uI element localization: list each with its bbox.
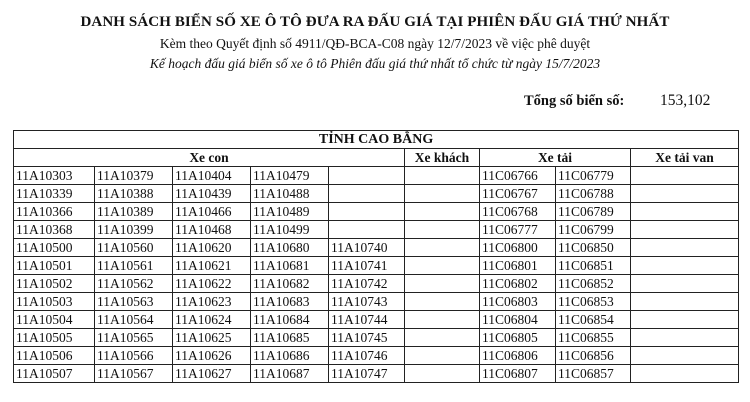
plate-cell [631,293,739,311]
plate-cell: 11A10620 [173,239,251,257]
plate-cell: 11A10742 [329,275,405,293]
plate-cell: 11C06802 [480,275,556,293]
plate-cell: 11A10685 [251,329,329,347]
plate-cell: 11A10439 [173,185,251,203]
plate-cell: 11C06807 [480,365,556,383]
group-xe-tai-van: Xe tải van [631,149,739,167]
table-row [14,347,739,365]
plate-cell [631,221,739,239]
plate-cell: 11C06855 [556,329,631,347]
plate-cell [631,329,739,347]
plate-cell: 11A10388 [95,185,173,203]
plate-cell: 11C06766 [480,167,556,185]
plate-cell: 11A10339 [14,185,95,203]
plate-cell [405,311,480,329]
plate-cell: 11A10366 [14,203,95,221]
plate-cell: 11C06779 [556,167,631,185]
plate-cell: 11A10680 [251,239,329,257]
plate-cell [631,185,739,203]
plate-cell [405,221,480,239]
table-row [14,239,739,257]
plate-cell: 11A10565 [95,329,173,347]
plate-cell [329,167,405,185]
table-row [14,221,739,239]
plate-cell [631,203,739,221]
document-subtitle: Kèm theo Quyết định số 4911/QĐ-BCA-C08 ngày 12/7/2023 về việc phê duyệt [159,36,591,51]
plate-cell: 11C06806 [480,347,556,365]
plate-cell: 11A10404 [173,167,251,185]
plate-cell: 11C06850 [556,239,631,257]
plate-cell [631,347,739,365]
table-row [14,311,739,329]
plate-cell: 11A10389 [95,203,173,221]
plate-cell: 11A10507 [14,365,95,383]
plate-cell: 11A10466 [173,203,251,221]
plate-cell: 11A10740 [329,239,405,257]
table-row [14,275,739,293]
plate-cell [405,329,480,347]
plate-cell: 11A10686 [251,347,329,365]
table-row [14,185,739,203]
plate-cell: 11C06803 [480,293,556,311]
plate-cell: 11A10479 [251,167,329,185]
plate-cell [329,221,405,239]
table-row [14,293,739,311]
plate-cell [405,257,480,275]
plate-cell: 11A10627 [173,365,251,383]
plate-cell: 11C06852 [556,275,631,293]
plate-cell: 11C06801 [480,257,556,275]
plate-cell: 11A10562 [95,275,173,293]
plate-cell: 11A10743 [329,293,405,311]
plate-cell: 11C06788 [556,185,631,203]
plate-cell: 11A10368 [14,221,95,239]
plate-cell: 11A10624 [173,311,251,329]
plate-cell: 11A10379 [95,167,173,185]
plate-cell: 11C06804 [480,311,556,329]
province-name: TỈNH CAO BẰNG [14,131,739,149]
plate-cell: 11C06800 [480,239,556,257]
plate-cell: 11C06805 [480,329,556,347]
plate-cell: 11C06851 [556,257,631,275]
plate-cell: 11A10503 [14,293,95,311]
plate-cell: 11A10561 [95,257,173,275]
plate-cell: 11A10622 [173,275,251,293]
plate-cell: 11C06777 [480,221,556,239]
plate-cell: 11A10567 [95,365,173,383]
group-xe-con: Xe con [14,149,405,167]
plate-table [13,130,739,383]
plate-cell [405,167,480,185]
document-title: DANH SÁCH BIỂN SỐ XE Ô TÔ ĐƯA RA ĐẤU GIÁ TẠI PHIÊN ĐẤU GIÁ THỨ NHẤT [80,14,670,30]
plate-cell [329,185,405,203]
province-row [14,131,739,149]
plate-cell: 11A10504 [14,311,95,329]
plate-cell [329,203,405,221]
plate-cell: 11A10566 [95,347,173,365]
plate-cell: 11C06853 [556,293,631,311]
plate-cell: 11A10746 [329,347,405,365]
plate-cell: 11A10683 [251,293,329,311]
table-row [14,257,739,275]
table-row [14,329,739,347]
plate-cell [405,365,480,383]
plate-cell: 11A10747 [329,365,405,383]
plate-cell [631,311,739,329]
plate-cell: 11A10563 [95,293,173,311]
plate-cell [405,275,480,293]
plate-cell: 11A10303 [14,167,95,185]
group-xe-khach: Xe khách [405,149,480,167]
plate-cell: 11A10500 [14,239,95,257]
total-label: Tổng số biển số: [524,93,625,109]
plate-cell [631,275,739,293]
plate-cell [405,203,480,221]
plate-cell: 11A10625 [173,329,251,347]
plate-cell: 11A10502 [14,275,95,293]
plate-cell: 11C06856 [556,347,631,365]
plan-line: Kế hoạch đấu giá biển số xe ô tô Phiên đấu giá thứ nhất tổ chức từ ngày 15/7/2023 [149,56,601,71]
plate-cell: 11C06789 [556,203,631,221]
plate-cell: 11A10626 [173,347,251,365]
plate-cell: 11A10682 [251,275,329,293]
plate-cell: 11A10506 [14,347,95,365]
plate-cell [631,239,739,257]
table-row [14,167,739,185]
plate-cell: 11A10488 [251,185,329,203]
plate-cell [631,257,739,275]
table-row [14,365,739,383]
plate-cell: 11A10564 [95,311,173,329]
plate-cell [405,239,480,257]
plate-cell: 11A10499 [251,221,329,239]
plate-cell: 11A10623 [173,293,251,311]
plate-cell: 11A10489 [251,203,329,221]
plate-cell: 11A10741 [329,257,405,275]
plate-cell: 11A10560 [95,239,173,257]
plate-cell: 11A10744 [329,311,405,329]
plate-cell: 11A10501 [14,257,95,275]
plate-cell: 11A10505 [14,329,95,347]
group-header-row [14,149,739,167]
plate-cell [631,365,739,383]
plate-cell: 11A10399 [95,221,173,239]
plate-cell: 11C06854 [556,311,631,329]
plate-cell [405,185,480,203]
plate-cell: 11A10468 [173,221,251,239]
plate-cell [405,293,480,311]
plate-cell: 11C06768 [480,203,556,221]
plate-cell: 11A10687 [251,365,329,383]
plate-cell: 11A10681 [251,257,329,275]
total-value: 153,102 [660,92,711,109]
plate-cell: 11C06857 [556,365,631,383]
plate-cell [631,167,739,185]
plate-cell: 11A10621 [173,257,251,275]
group-xe-tai: Xe tải [480,149,631,167]
plate-cell: 11A10745 [329,329,405,347]
plate-cell: 11C06799 [556,221,631,239]
plate-cell [405,347,480,365]
table-row [14,203,739,221]
plate-cell: 11C06767 [480,185,556,203]
plate-cell: 11A10684 [251,311,329,329]
